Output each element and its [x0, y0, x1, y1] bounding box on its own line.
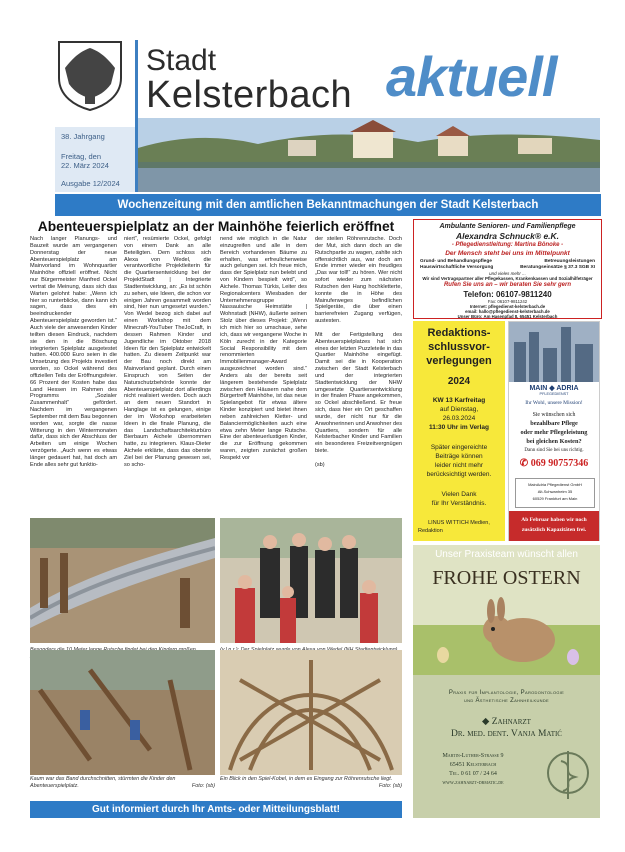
ad-pflege-line6a: Hauswirtschaftliche Versorgung — [420, 265, 494, 270]
ad-praxis-doctor: Dr. med. dent. Vanja Matić — [451, 729, 562, 739]
article-column-3: nend wie möglich in die Natur einzugreifen und alle in dem Bereich vorhandenen Bäume zu erhalten, was erfreulicherweise auch gelungen sei. Ich freue mich, dass der Spielplatz nun belebt und von Kindern bespielt wird“, so Aichele. Thomas Türkis, Leiter des Regionalcenters Wiesbaden der Unternehmensgruppe Nassauische Heimstätte | Wohnstadt (NHW), äußerte seinen Stolz über dieses Projekt: „Wenn ich mich hier so umschaue, sehe ich, dass wir vergangene Woche in Köln zurecht in der Kategorie Social Responsibility mit dem renommierten Immobilienmanager-Award ausgezeichnet worden sind.“ Anders als der bereits seit längerem bestehende Spielplatz zwischen den Häusern nahe dem Bürgertreff Mainhöhe, ist das neue Spielangebot für etwas ältere Kinder konzipiert und bietet ihnen neben zahlreichen Kletter- und Balanciermöglichkeiten auch eine etwa zehn Meter lange Rutsche. Eine der abenteuerlustigen Kinder, die zur Eröffnung gekommen waren, zeigten zunächst großen Respekt vor — [220, 236, 307, 461]
ad-praxis-addr2: 65451 Kelsterbach — [449, 762, 497, 768]
caption-photo-kobel — [220, 776, 402, 789]
ad-pflege-line6b: Beratungseinsätze § 37.3 SGB XI — [520, 265, 595, 270]
issue-date-line2: 22. März 2024 — [61, 161, 109, 170]
ad-praxis-phone: Tel. 0 61 07 / 24 64 — [449, 771, 497, 777]
issue-date-line1: Freitag, den — [61, 152, 102, 161]
masthead-aktuell: aktuell — [386, 45, 557, 108]
photo-ribbon-cutting — [220, 518, 402, 643]
ad-mainadria-addr1: MainAdria Pflegedienst GmbH — [528, 482, 582, 487]
masthead-kelsterbach: Kelsterbach — [146, 74, 353, 116]
redak-time: 11:30 Uhr im Verlag — [429, 424, 489, 431]
redak-thanks1: Vielen Dank — [441, 491, 477, 498]
ad-mainadria-q1: Sie wünschen sich — [532, 412, 576, 418]
photo-wooden-kobel — [220, 650, 402, 775]
ad-pflege-line9: Rufen Sie uns an – wir beraten Sie sehr gern — [443, 282, 572, 288]
article-headline: Abenteuerspielplatz an der Mainhöhe feierlich eröffnet — [37, 219, 395, 234]
ad-pflege-line3: - Pflegedienstleitung: Martina Bönoke - — [451, 242, 564, 248]
ad-mainadria-address-box — [515, 478, 595, 508]
issue-info-box — [55, 127, 135, 192]
ad-easter-big: FROHE OSTERN — [432, 567, 581, 589]
redak-title2: schlussvor- — [428, 341, 490, 353]
ad-pflege-line7: und vieles mehr ... — [489, 271, 526, 276]
redak-sign1: LINUS WITTICH Medien, — [428, 520, 490, 526]
redak-late4: berücksichtigt werden. — [426, 471, 492, 478]
ad-mainadria-brand: MAIN ◆ ADRIA — [529, 385, 579, 392]
masthead-town-photo — [138, 118, 600, 192]
redak-date: 26.03.2024 — [442, 415, 476, 422]
ad-mainadria-phone: ✆ 069 90757346 — [519, 458, 589, 469]
redak-late3: leider nicht mehr — [434, 462, 484, 469]
ad-praxis-addr1: Martin-Luther-Strasse 9 — [442, 753, 504, 759]
ad-pflege-fax: Fax: 06107-9811242 — [487, 299, 528, 304]
ad-mainadria-red2: zusätzlich Kapazitäten frei. — [521, 527, 587, 533]
photo-children-playground — [30, 650, 215, 775]
redak-day: auf Dienstag, — [439, 406, 479, 413]
coat-of-arms-logo — [55, 38, 125, 112]
masthead-stadt: Stadt — [146, 44, 217, 77]
ad-pflege-line8: Wir sind Vertragspartner aller Pflegekassen, Krankenkassen und Sozialhilfeträger — [422, 276, 593, 281]
ad-mainadria-brand2: ADRIA — [556, 385, 579, 392]
notice-redaktionsschluss — [413, 321, 505, 541]
ad-pflege-address: Unser Büro: Am Hasenpfad 8, 65451 Kelsterbach — [457, 313, 558, 319]
ad-pflege-line5b: Betreuungsleistungen — [544, 259, 595, 264]
ad-mainadria-addr3: 60529 Frankfurt am Main — [532, 496, 578, 501]
ad-praxis-z1: Zahnarzt — [491, 717, 531, 727]
redak-late2: Beiträge können — [435, 453, 483, 460]
ad-mainadria-q5: Dann sind Sie bei uns richtig. — [524, 448, 584, 453]
ad-praxis-web: www.zahnarzt-drmatic.de — [442, 780, 504, 786]
ad-pflegedienst — [413, 219, 602, 319]
redak-late1: Später eingereichte — [430, 444, 488, 451]
ad-praxis-logo-icon — [543, 745, 593, 805]
ad-mainadria-brand1: MAIN — [529, 385, 548, 392]
issue-ausgabe: Ausgabe 12/2024 — [61, 179, 120, 188]
ad-pflege-email: email: hallo@pflegedienst-kelsterbach.de — [465, 309, 550, 314]
ad-pflege-line2: Alexandra Schnuck® e.K. — [455, 231, 560, 241]
ad-easter-heading: Unser Praxisteam wünscht allen — [435, 549, 578, 560]
ad-zahnarzt-ostern — [413, 545, 600, 818]
caption-photo-kobel-text: Ein Blick in den Spiel-Kobel, in dem es Eingang zur Röhrenrutsche liegt. — [220, 776, 393, 782]
issue-jahrgang: 38. Jahrgang — [61, 132, 105, 141]
ad-mainadria-red-box — [509, 511, 599, 541]
ad-mainadria-q4: bei gleichen Kosten? — [526, 438, 582, 445]
redak-title3: verlegungen — [426, 355, 492, 367]
redak-year: 2024 — [447, 376, 471, 387]
caption-photo-children — [30, 776, 215, 789]
redak-sign2: Redaktion — [418, 528, 443, 534]
ad-mainadria-q3: oder mehr Pflegeleistung — [520, 429, 588, 436]
ad-mainadria-phone-number: 069 90757346 — [530, 458, 589, 469]
ad-praxis-line2: und Ästhetische Zahnheilkunde — [463, 698, 550, 704]
masthead-banner: Wochenzeitung mit den amtlichen Bekanntmachungen der Stadt Kelsterbach — [55, 194, 601, 216]
ad-mainadria-brand-sub: PFLEGEDIENST — [539, 392, 569, 396]
ad-pflege-line4: Der Mensch steht bei uns im Mittelpunkt — [445, 250, 570, 257]
ad-praxis-zahnarzt: ◆ Zahnarzt — [482, 717, 531, 727]
caption-photo-children-credit: Foto: (sb) — [191, 782, 215, 789]
ad-mainadria — [508, 321, 600, 541]
caption-photo-kobel-credit: Foto: (sb) — [378, 782, 402, 789]
ad-mainadria-q2: bezahlbare Pflege — [530, 420, 578, 427]
caption-photo-children-text: Kaum war das Band durchschnitten, stürmten die Kinder den Abenteuerspielplatz. — [30, 776, 176, 789]
article-column-1: Nach langer Planungs- und Bauzeit wurde am vergangenen Donnerstag der neue Abenteuerspielplatz am Mainvorland im Wohnquartier Mainhöhe offiziell eröffnet. Nicht nur Bürgermeister Manfred Ockel vertrat die Meinung, dass sich das Warten gelohnt habe: „Wenn ich hier so runterblicke, dann kann ich sagen, dass dies ein beeindruckender Abenteuerspielplatz geworden ist.“ Auch viele der anwesenden Kinder teilten diesen Eindruck, nachdem sie den in die Böschung integrierten Spielplatz ausgetestet hatten. 400.000 Euro seien in die Umsetzung des Projekts investiert worden, so Ockel während des offiziellen Teils der Eröffnungsfeier. 66 Prozent der Kosten habe das Land Hessen im Rahmen des Programms „Sozialer Zusammenhalt“ gefördert. Nachdem im vergangenen September mit dem Bau begonnen worden war, sorgte die nasse Witterung in den Wintermonaten dafür, dass sich der Abschluss der Arbeiten um einige Wochen verzögerte. „Auch wenn es etwas länger gedauert hat, hat doch am Ende alles sehr gut funktio- — [30, 236, 117, 468]
ad-pflege-web: Internet: pflegedienst-kelsterbach.de — [469, 304, 546, 309]
ad-mainadria-addr2: Alt-Schwanheim 35 — [537, 489, 573, 494]
ad-pflege-phone: Telefon: 06107-9811240 — [463, 290, 552, 299]
ad-mainadria-tagline: Ihr Wohl, unsere Mission! — [525, 400, 583, 406]
ad-pflege-line1: Ambulante Senioren- und Familienpflege — [439, 223, 576, 230]
ad-praxis-line1: Praxis für Implantologie, Parodontologie — [448, 690, 565, 696]
article-column-2: niert“, resümierte Ockel, gefolgt von einem Dank an alle Beteiligten. Dem schloss sich Alexa von Wedel, die verantwortliche Projektleiterin für die Quartiersentwicklung bei der ProjektStadt | Integrierte Stadtentwicklung, an: „Es ist schön zu sehen, wie Ideen, die schon vor einigen Jahren gesammelt worden sind, hier nun umgesetzt wurden.“ Von Wedel bezog sich dabei auf einen Workshop mit dem Minecraft-YouTuber TheJoCraft, in dessen Rahmen Kinder und Jugendliche im Oktober 2018 Ideen für den Spielplatz entwickelt hatten. Zu diesem Zeitpunkt war der Bau noch direkt am Mainvorland geplant. Durch einen Einspruch von Seiten der Naturschutzbehörde konnte der Abenteuerspielplatz dort allerdings nicht realisiert werden. Doch auch an dem neuen Standort in Hanglage ist es gelungen, einige der im Workshop erarbeiteten Ideen in die finale Planung, die das Landschaftsarchitekturbüro Bierbaum Aichele übernommen hatte, zu integrieren. Klaus-Dieter Aichele erklärte, dass das oberste Ziel bei der Planung gewesen sei, so scho- — [124, 236, 211, 468]
redak-kw: KW 13 Karfreitag — [432, 397, 486, 404]
ad-mainadria-photo — [509, 322, 599, 382]
redak-title1: Redaktions- — [427, 327, 491, 339]
bottom-banner: Gut informiert durch Ihr Amts- oder Mitteilungsblatt! — [30, 801, 402, 818]
redak-thanks2: für Ihr Verständnis. — [431, 500, 487, 507]
ad-easter-photo — [413, 545, 600, 675]
photo-slide — [30, 518, 215, 643]
article-column-4: der steilen Röhrenrutsche. Doch der Mut, sich dann doch an die Rutschpartie zu wagen, zahlte sich offensichtlich aus, war doch am Ende immer wieder ein freudiges „Das war toll!“ zu hören. Wer nicht sofort wieder zum nächsten Rutschen den Hang hochkletterte, konnte die in Höhe des Mainuferweges befindlichen Spielgeräte, die über einen barrierefreien Zugang verfügen, austesten. Mit der Fertigstellung des Abenteuerspielplatzes hat sich eines der letzten Puzzleteile in das Quartier Mainhöhe eingefügt. Damit sei die in Kooperation zwischen der Stadt Kelsterbach und der integrierten Stadtentwicklung der NHW umgesetzte Quartiersentwicklung in der finalen Phase angekommen, so Ockel abschließend. Er freue sich, dass hier ein Ort geschaffen wurde, der nicht nur für die Anwohnerinnen und Anwohner des Quartiers, sondern für alle Kelsterbacher Kinder und Familien ein besonderes Freizeitvergnügen biete. (sb) — [315, 236, 402, 468]
ad-mainadria-red1: Ab Februar haben wir noch — [521, 517, 587, 523]
ad-pflege-line5a: Grund- und Behandlungspflege — [420, 259, 492, 264]
